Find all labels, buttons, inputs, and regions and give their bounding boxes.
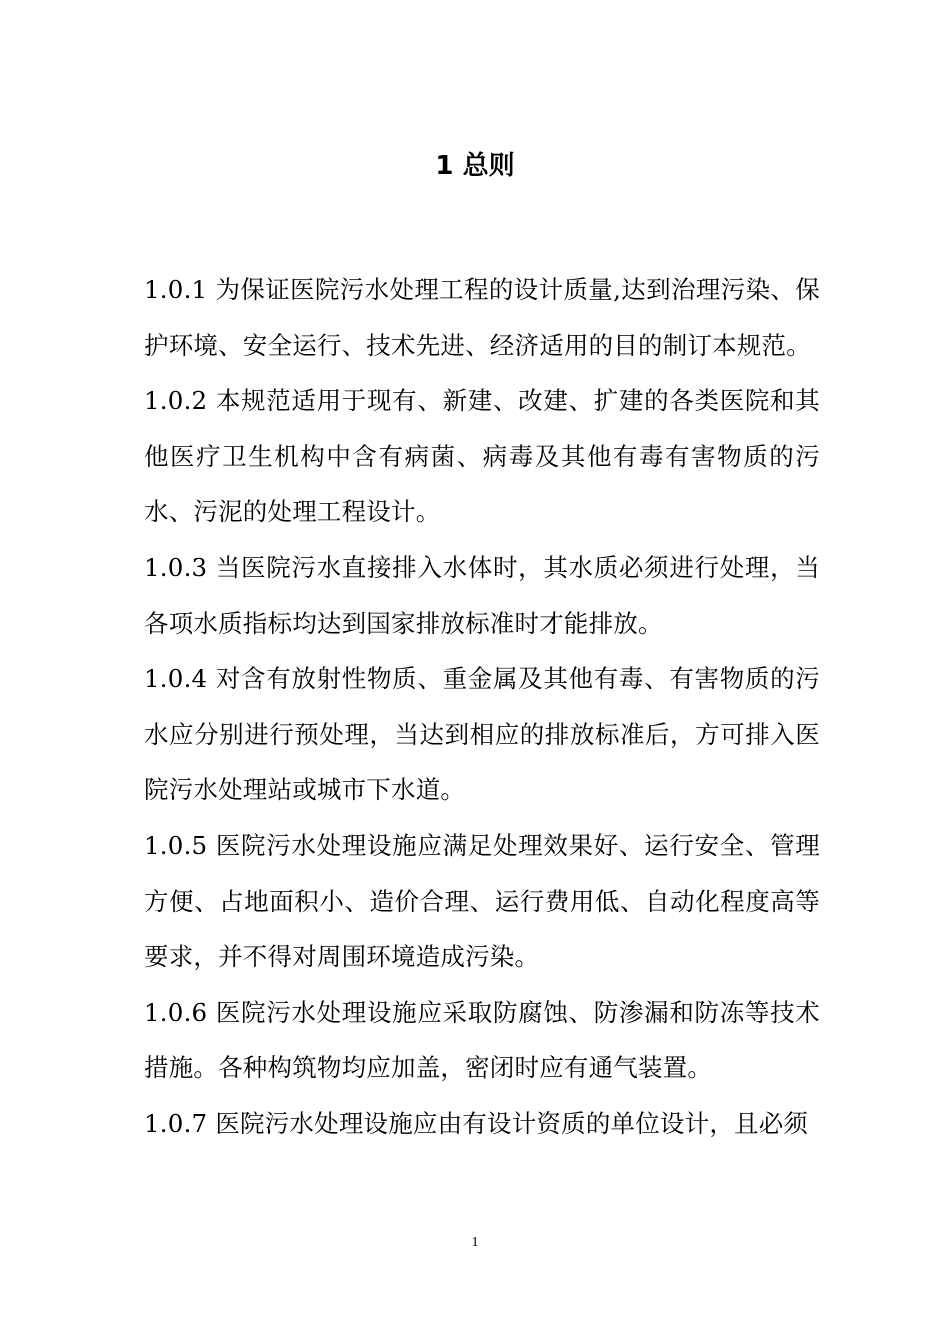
page-title: 1 总则 xyxy=(435,151,515,181)
body-text xyxy=(144,262,820,1152)
clause-1-0-7: 1.0.7 医院污水处理设施应由有设计资质的单位设计，且必须 xyxy=(144,1108,809,1138)
page-number: 1 xyxy=(471,1235,479,1250)
clause-1-0-4: 1.0.4 对含有放射性物质、重金属及其他有毒、有害物质的污水应分别进行预处理，当达到相应的排放标准后，方可排入医院污水处理站或城市下水道。 xyxy=(144,664,820,805)
clause-1-0-3: 1.0.3 当医院污水直接排入水体时，其水质必须进行处理，当各项水质指标均达到国家排放标准时才能排放。 xyxy=(144,552,820,638)
clause-1-0-2: 1.0.2 本规范适用于现有、新建、改建、扩建的各类医院和其他医疗卫生机构中含有病菌、病毒及其他有毒有害物质的污水、污泥的处理工程设计。 xyxy=(144,386,820,527)
clause-1-0-5: 1.0.5 医院污水处理设施应满足处理效果好、运行安全、管理方便、占地面积小、造价合理、运行费用低、自动化程度高等要求，并不得对周围环境造成污染。 xyxy=(144,830,820,972)
clause-1-0-6: 1.0.6 医院污水处理设施应采取防腐蚀、防渗漏和防冻等技术措施。各种构筑物均应加盖，密闭时应有通气装置。 xyxy=(144,997,820,1083)
clause-1-0-1: 1.0.1 为保证医院污水处理工程的设计质量,达到治理污染、保护环境、安全运行、技术先进、经济适用的目的制订本规范。 xyxy=(144,275,820,360)
